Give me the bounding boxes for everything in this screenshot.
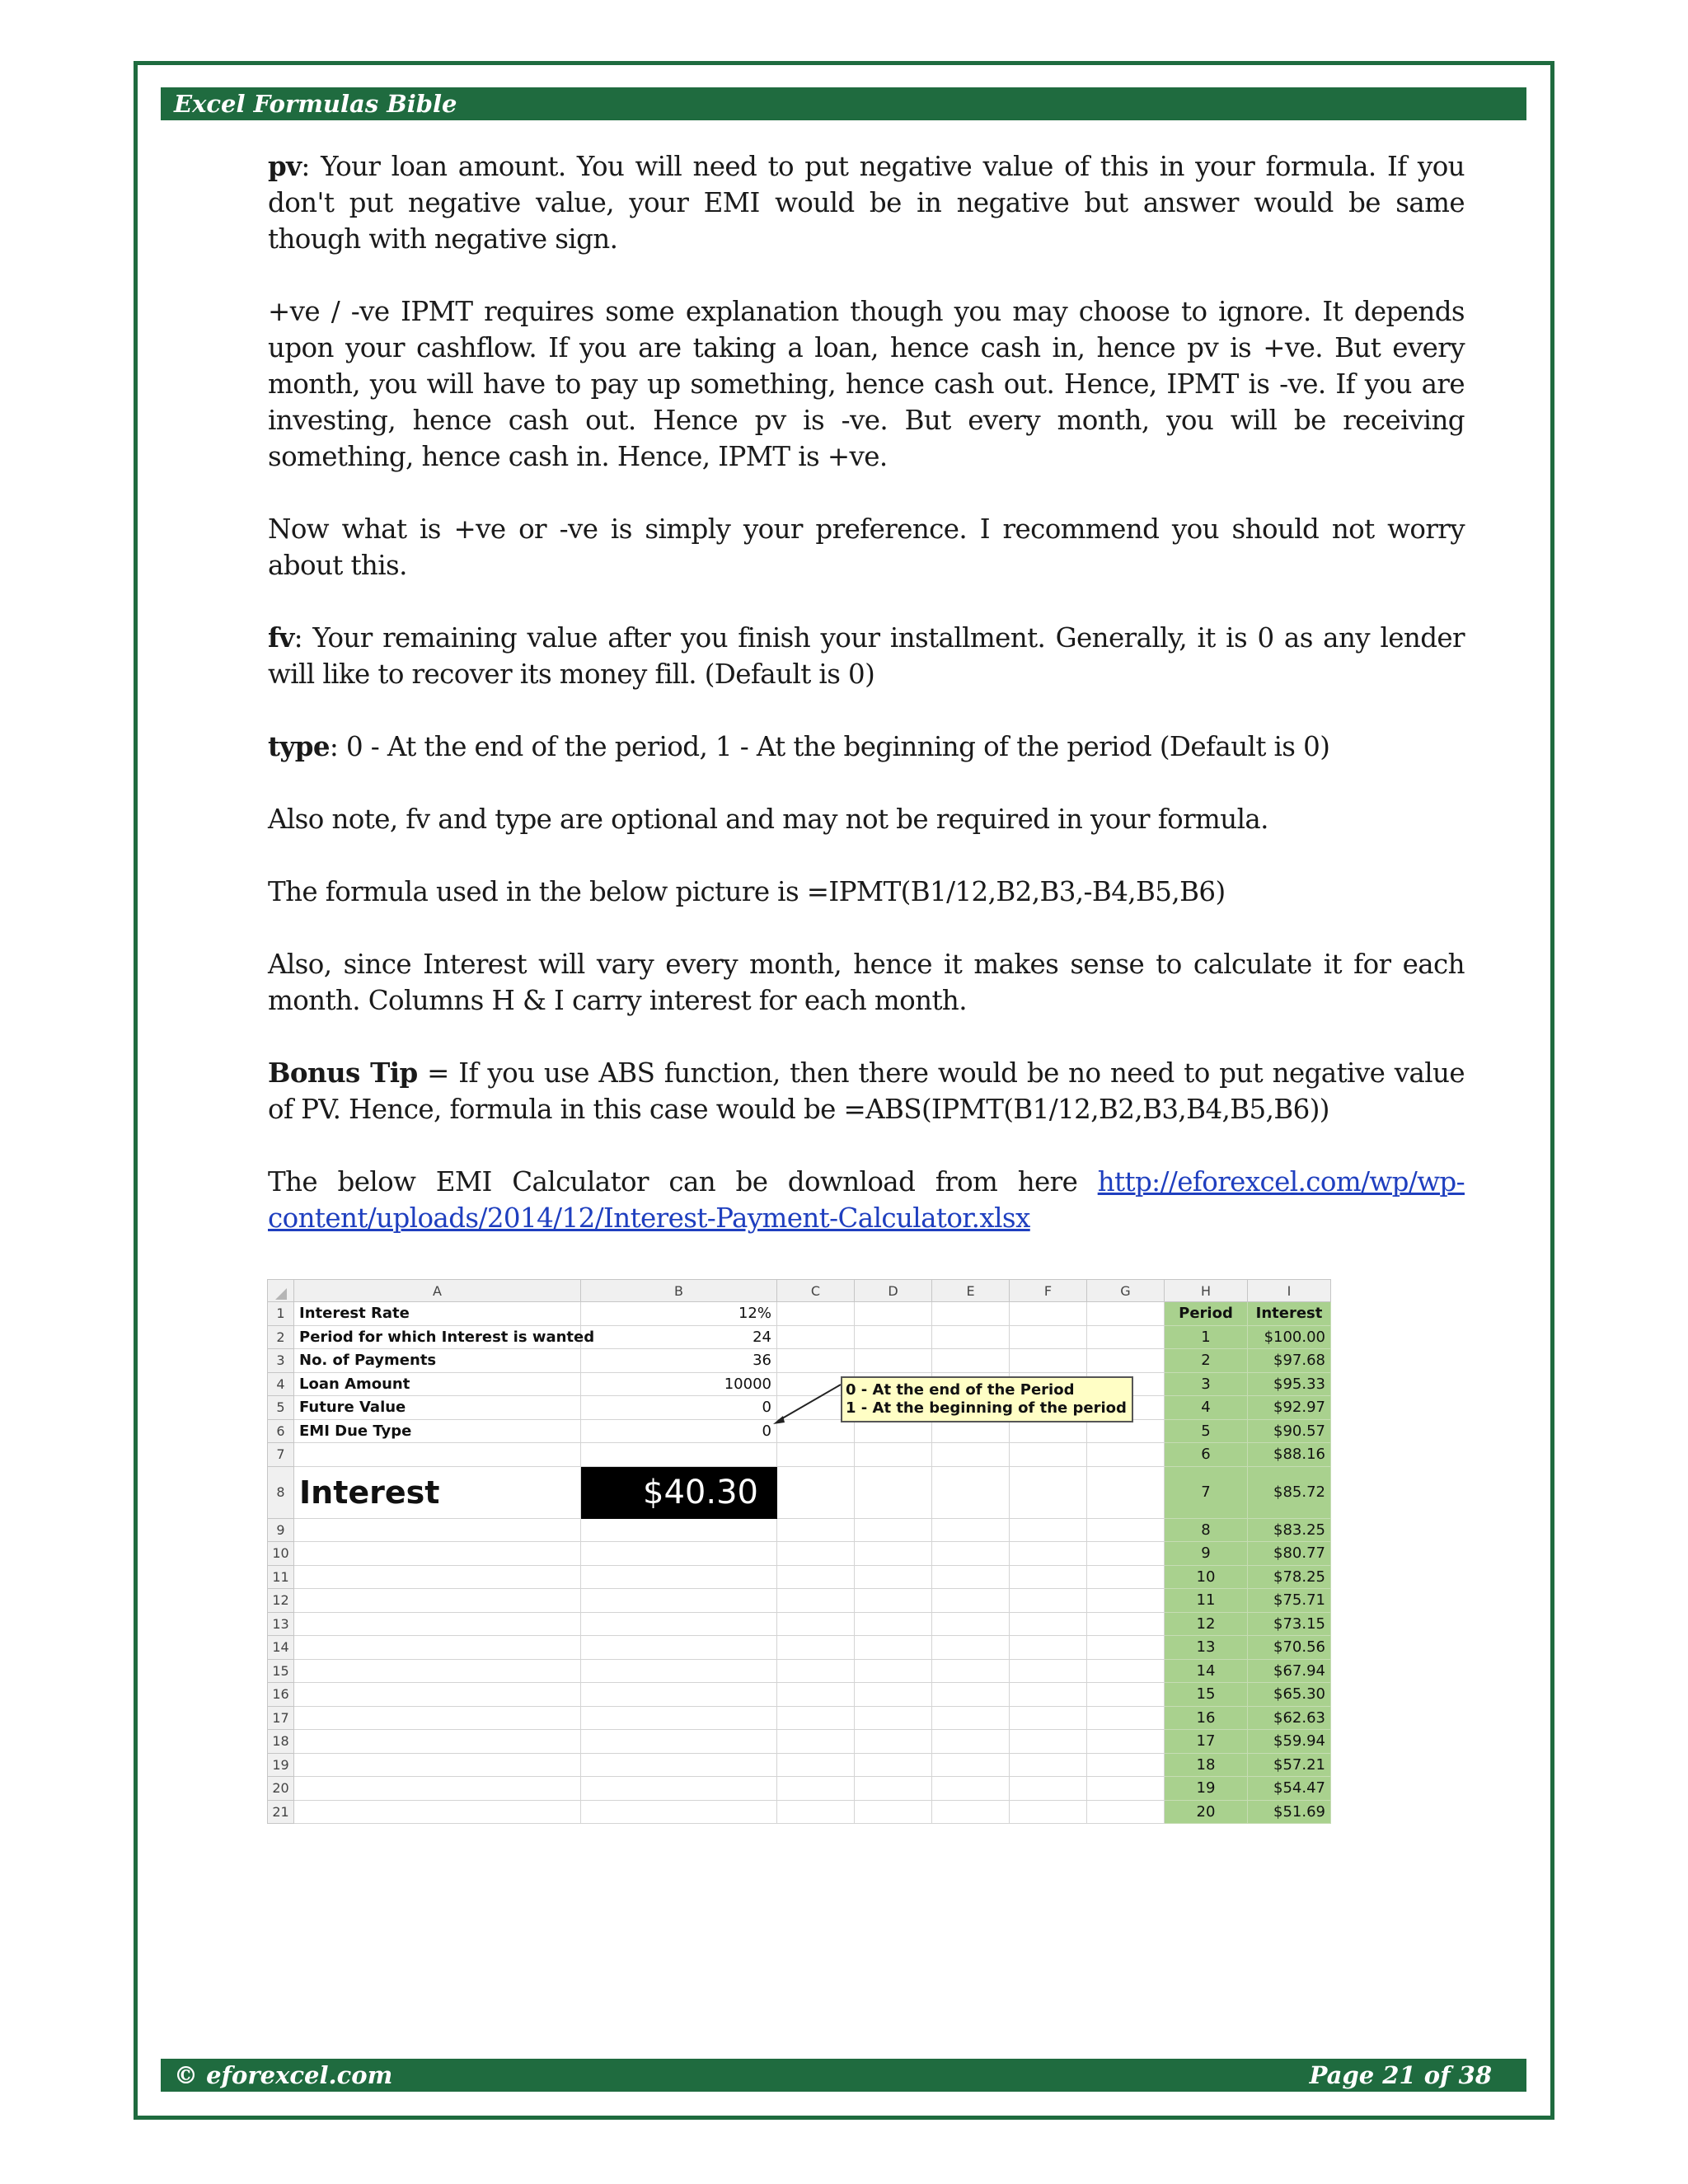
- schedule-period[interactable]: 19: [1165, 1777, 1248, 1801]
- type-text: : 0 - At the end of the period, 1 - At the beginning of the period (Default is 0): [329, 731, 1330, 762]
- row-header[interactable]: 2: [268, 1325, 294, 1349]
- schedule-period[interactable]: 12: [1165, 1612, 1248, 1636]
- note-paragraph: Also note, fv and type are optional and may not be required in your formula.: [268, 804, 1268, 835]
- schedule-period[interactable]: 15: [1165, 1683, 1248, 1707]
- row-header[interactable]: 7: [268, 1443, 294, 1467]
- schedule-period[interactable]: 5: [1165, 1419, 1248, 1443]
- schedule-interest[interactable]: $62.63: [1248, 1706, 1331, 1730]
- row-header[interactable]: 18: [268, 1730, 294, 1754]
- schedule-period[interactable]: 11: [1165, 1589, 1248, 1613]
- row-header[interactable]: 14: [268, 1636, 294, 1660]
- download-link[interactable]: http://eforexcel.com/wp/wp-content/uploads/2014/12/Interest-Payment-Calculator.xlsx: [268, 1166, 1465, 1234]
- row-header[interactable]: 19: [268, 1753, 294, 1777]
- input-label[interactable]: Loan Amount: [294, 1372, 581, 1396]
- bonus-term: Bonus Tip: [268, 1057, 418, 1089]
- input-label[interactable]: Future Value: [294, 1396, 581, 1420]
- row-header[interactable]: 9: [268, 1518, 294, 1542]
- schedule-interest[interactable]: $51.69: [1248, 1800, 1331, 1824]
- bonus-text: = If you use ABS function, then there would be no need to put negative value of PV. Hence, formula in this case would be =ABS(IPMT(B1/12,B2,B3,B4,B5,B6)): [268, 1057, 1465, 1125]
- pv-term: pv: [268, 150, 302, 182]
- schedule-period[interactable]: 7: [1165, 1466, 1248, 1518]
- row-header[interactable]: 15: [268, 1659, 294, 1683]
- column-header-d[interactable]: D: [855, 1280, 932, 1302]
- page-content: [268, 148, 1465, 1272]
- schedule-header-period[interactable]: Period: [1165, 1302, 1248, 1326]
- input-value[interactable]: 10000: [581, 1372, 777, 1396]
- schedule-interest[interactable]: $88.16: [1248, 1443, 1331, 1467]
- row-header[interactable]: 8: [268, 1466, 294, 1518]
- schedule-interest[interactable]: $97.68: [1248, 1349, 1331, 1373]
- row-header[interactable]: 17: [268, 1706, 294, 1730]
- schedule-period[interactable]: 6: [1165, 1443, 1248, 1467]
- schedule-interest[interactable]: $65.30: [1248, 1683, 1331, 1707]
- bonus-paragraph: [268, 1055, 1465, 1127]
- schedule-period[interactable]: 20: [1165, 1800, 1248, 1824]
- column-header-e[interactable]: E: [932, 1280, 1010, 1302]
- row-header[interactable]: 12: [268, 1589, 294, 1613]
- fv-text: : Your remaining value after you finish your installment. Generally, it is 0 as any lender will like to recover its money fill. (Default is 0): [268, 622, 1465, 690]
- preference-paragraph: Now what is +ve or -ve is simply your preference. I recommend you should not worry about this.: [268, 513, 1465, 581]
- header-title: Excel Formulas Bible: [174, 90, 457, 118]
- pv-text: : Your loan amount. You will need to put negative value of this in your formula. If you don't put negative value, your EMI would be in negative but answer would be same though with negative sign.: [268, 151, 1465, 255]
- type-callout-note: [841, 1376, 1133, 1422]
- sign-paragraph: +ve / -ve IPMT requires some explanation though you may choose to ignore. It depends upon your cashflow. If you are taking a loan, hence cash in, hence pv is +ve. But every month, you will have to pay up something, hence cash out. Hence, IPMT is -ve. If you are investing, hence cash out. Hence pv is -ve. But every month, you will be receiving something, hence cash in. Hence, IPMT is +ve.: [268, 296, 1465, 472]
- schedule-period[interactable]: 10: [1165, 1565, 1248, 1589]
- row-header[interactable]: 3: [268, 1349, 294, 1373]
- download-paragraph: [268, 1164, 1465, 1236]
- fv-paragraph: [268, 620, 1465, 692]
- row-header[interactable]: 11: [268, 1565, 294, 1589]
- schedule-period[interactable]: 14: [1165, 1659, 1248, 1683]
- schedule-period[interactable]: 4: [1165, 1396, 1248, 1420]
- input-value[interactable]: 0: [581, 1419, 777, 1443]
- input-label[interactable]: No. of Payments: [294, 1349, 581, 1373]
- column-header-b[interactable]: B: [581, 1280, 777, 1302]
- row-header[interactable]: 5: [268, 1396, 294, 1420]
- schedule-interest[interactable]: $92.97: [1248, 1396, 1331, 1420]
- fv-term: fv: [268, 621, 294, 654]
- type-paragraph: [268, 729, 1465, 765]
- formula-paragraph: The formula used in the below picture is =IPMT(B1/12,B2,B3,-B4,B5,B6): [268, 876, 1226, 907]
- row-header[interactable]: 13: [268, 1612, 294, 1636]
- callout-line-1: 0 - At the end of the Period: [846, 1381, 1075, 1399]
- column-header-g[interactable]: G: [1087, 1280, 1165, 1302]
- schedule-period[interactable]: 3: [1165, 1372, 1248, 1396]
- schedule-interest[interactable]: $85.72: [1248, 1466, 1331, 1518]
- callout-line-2: 1 - At the beginning of the period: [846, 1399, 1127, 1417]
- schedule-header-interest[interactable]: Interest: [1248, 1302, 1331, 1326]
- schedule-interest[interactable]: $57.21: [1248, 1753, 1331, 1777]
- row-header[interactable]: 20: [268, 1777, 294, 1801]
- schedule-period[interactable]: 16: [1165, 1706, 1248, 1730]
- schedule-period[interactable]: 8: [1165, 1518, 1248, 1542]
- row-header[interactable]: 1: [268, 1302, 294, 1326]
- row-header[interactable]: 6: [268, 1419, 294, 1443]
- row-header[interactable]: 4: [268, 1372, 294, 1396]
- input-label[interactable]: Period for which Interest is wanted: [294, 1325, 581, 1349]
- schedule-interest[interactable]: $90.57: [1248, 1419, 1331, 1443]
- schedule-interest[interactable]: $78.25: [1248, 1565, 1331, 1589]
- column-header-a[interactable]: A: [294, 1280, 581, 1302]
- schedule-interest[interactable]: $70.56: [1248, 1636, 1331, 1660]
- page-footer: [161, 2059, 1526, 2092]
- download-text: The below EMI Calculator can be download from here: [268, 1166, 1098, 1197]
- column-header-c[interactable]: C: [777, 1280, 855, 1302]
- schedule-interest[interactable]: $100.00: [1248, 1325, 1331, 1349]
- input-value[interactable]: 36: [581, 1349, 777, 1373]
- input-value[interactable]: 24: [581, 1325, 777, 1349]
- type-term: type: [268, 730, 330, 762]
- pv-paragraph: [268, 148, 1465, 257]
- page-header: [161, 87, 1526, 120]
- row-header[interactable]: 16: [268, 1683, 294, 1707]
- schedule-interest[interactable]: $67.94: [1248, 1659, 1331, 1683]
- result-value[interactable]: $40.30: [581, 1466, 777, 1518]
- input-label[interactable]: Interest Rate: [294, 1302, 581, 1326]
- row-header[interactable]: 10: [268, 1542, 294, 1566]
- column-header-h[interactable]: H: [1165, 1280, 1248, 1302]
- schedule-period[interactable]: 17: [1165, 1730, 1248, 1754]
- footer-copyright: © eforexcel.com: [174, 2061, 393, 2089]
- schedule-period[interactable]: 9: [1165, 1542, 1248, 1566]
- schedule-interest[interactable]: $95.33: [1248, 1372, 1331, 1396]
- row-header[interactable]: 21: [268, 1800, 294, 1824]
- result-label[interactable]: Interest: [294, 1466, 581, 1518]
- schedule-interest[interactable]: $80.77: [1248, 1542, 1331, 1566]
- spreadsheet-screenshot: [267, 1279, 1330, 1843]
- callout-arrow: [267, 1279, 1330, 1843]
- schedule-interest[interactable]: $75.71: [1248, 1589, 1331, 1613]
- schedule-period[interactable]: 1: [1165, 1325, 1248, 1349]
- schedule-interest[interactable]: $54.47: [1248, 1777, 1331, 1801]
- column-header-i[interactable]: I: [1248, 1280, 1331, 1302]
- input-value[interactable]: 12%: [581, 1302, 777, 1326]
- footer-page-number: Page 21 of 38: [1309, 2061, 1492, 2089]
- monthly-paragraph: Also, since Interest will vary every month, hence it makes sense to calculate it for each month. Columns H & I carry interest for each month.: [268, 949, 1465, 1016]
- input-value[interactable]: 0: [581, 1396, 777, 1420]
- column-header-f[interactable]: F: [1010, 1280, 1087, 1302]
- schedule-period[interactable]: 2: [1165, 1349, 1248, 1373]
- schedule-period[interactable]: 13: [1165, 1636, 1248, 1660]
- schedule-interest[interactable]: $83.25: [1248, 1518, 1331, 1542]
- input-label[interactable]: EMI Due Type: [294, 1419, 581, 1443]
- schedule-period[interactable]: 18: [1165, 1753, 1248, 1777]
- schedule-interest[interactable]: $59.94: [1248, 1730, 1331, 1754]
- schedule-interest[interactable]: $73.15: [1248, 1612, 1331, 1636]
